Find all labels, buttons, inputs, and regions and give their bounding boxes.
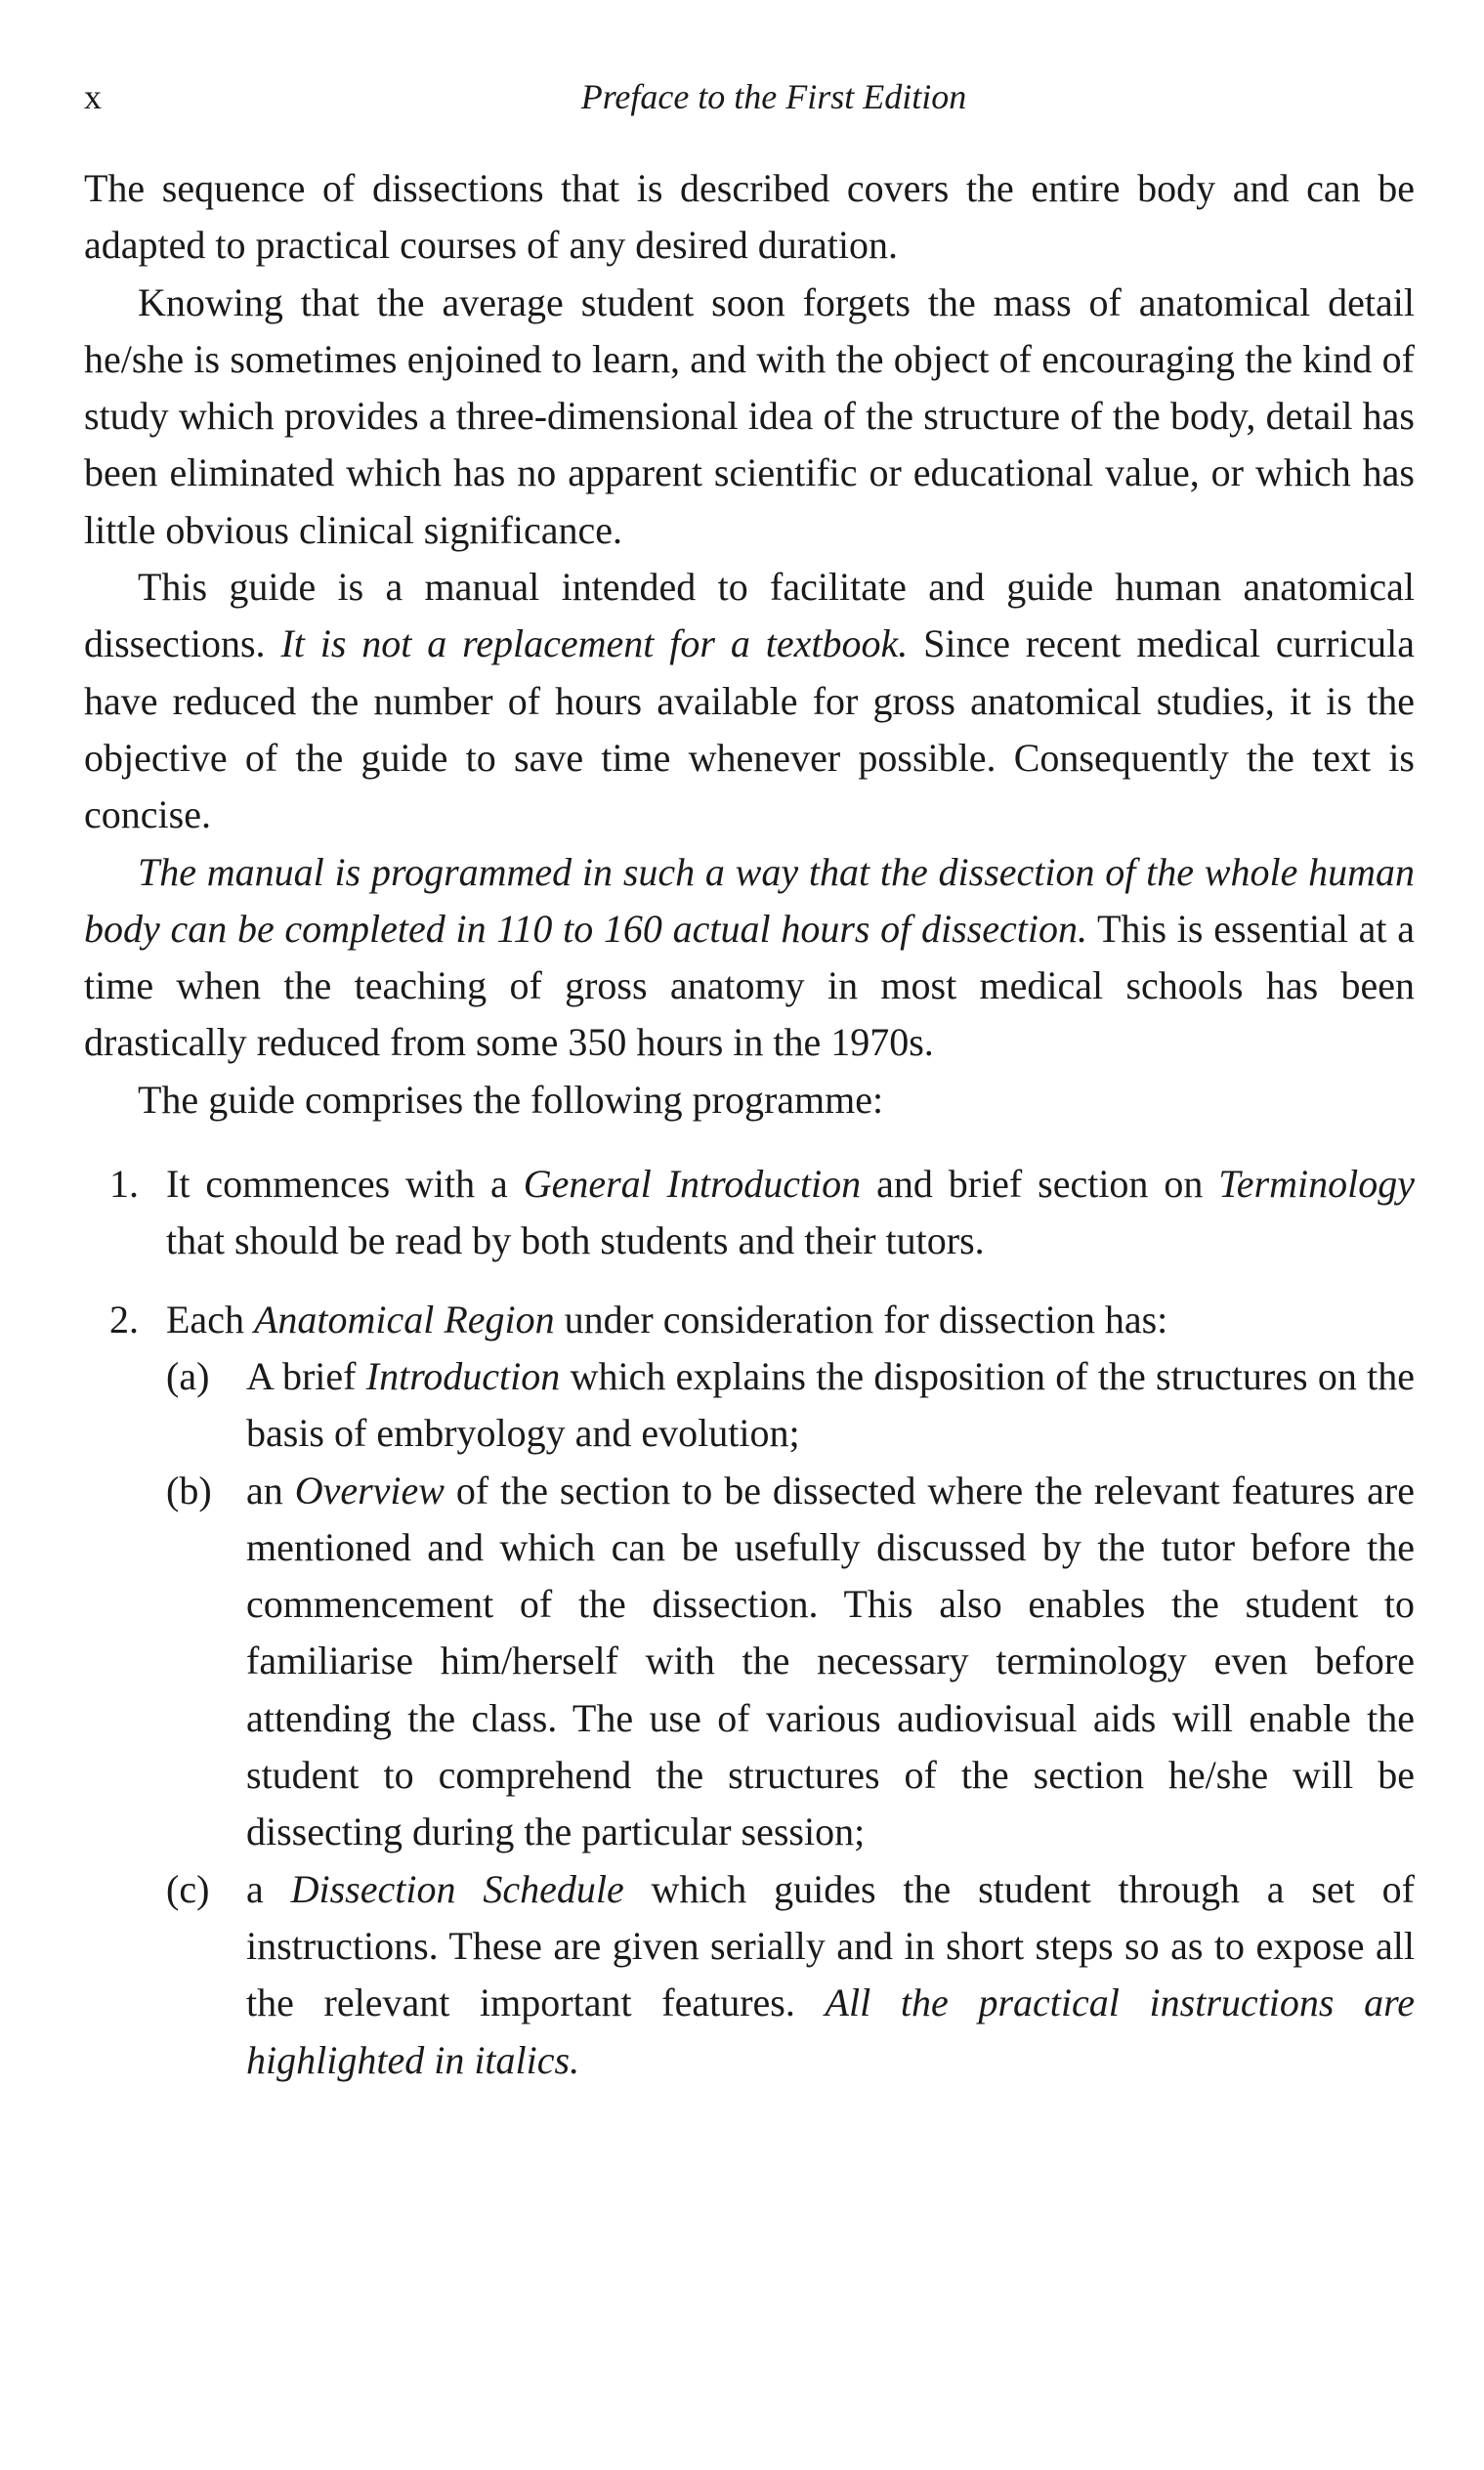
sub-item-label: (b) xyxy=(166,1468,212,1512)
list-item-2-text xyxy=(166,1292,1415,1348)
paragraph-1-text: The sequence of dissections that is described covers the entire body and can be adapted to practical courses of any desired duration. xyxy=(84,166,1415,268)
sub-item-c-t3: which guides the student through a set of instructions. These are given serially and in short steps so as to expose all the relevant important features. xyxy=(246,1866,1415,2025)
list-item-1-a: It commences with a xyxy=(166,1162,524,1207)
list-item-2-c: under consideration for dissection has: xyxy=(554,1297,1168,1341)
paragraph-3 xyxy=(84,559,1415,843)
paragraph-4-text-b: This is essential at a time when the teaching of gross anatomy in most medical schools has been drastically reduced from some 350 hours in the 1970s. xyxy=(84,906,1415,1065)
sub-item-c xyxy=(84,1861,1415,2089)
sub-item-c-t2: Dissection Schedule xyxy=(290,1866,624,1911)
list-item-1-b: General Introduction xyxy=(523,1162,862,1207)
paragraph-4 xyxy=(84,844,1415,1072)
document-page xyxy=(0,68,1484,2470)
sub-item-a-t2: Introduction xyxy=(365,1353,561,1398)
sub-list xyxy=(166,1348,1415,2089)
body-text xyxy=(84,160,1415,2089)
running-head: Preface to the First Edition xyxy=(580,77,967,116)
sub-item-c-text xyxy=(246,1861,1415,2089)
list-item-2-b: Anatomical Region xyxy=(253,1297,555,1341)
list-item-1-e: that should be read by both students and their tutors. xyxy=(166,1218,985,1263)
list-item-1-d: Terminology xyxy=(1218,1162,1415,1207)
sub-item-c-t4: All the practical instructions are highlighted in italics. xyxy=(246,1980,1415,2082)
paragraph-3-emphasis: It is not a replacement for a textbook. xyxy=(280,621,909,666)
paragraph-2-text: Knowing that the average student soon forgets the mass of anatomical detail he/she is sometimes enjoined to learn, and with the object of encouraging the kind of study which provides a three-dimensional idea of the structure of the body, detail has been eliminated which has no apparent scientific or educational value, or which has little obvious clinical significance. xyxy=(84,279,1415,552)
list-item-2-a: Each xyxy=(166,1297,254,1341)
paragraph-3-text-a: This guide is a manual intended to facilitate and guide human anatomical dissections. xyxy=(84,565,1415,666)
programme-list xyxy=(84,1156,1415,2089)
list-item-2 xyxy=(84,1292,1415,2089)
sub-item-label: (a) xyxy=(166,1353,210,1398)
sub-item-b xyxy=(84,1463,1415,1861)
list-item-number: 2. xyxy=(109,1297,139,1341)
sub-item-a-t3: which explains the disposition of the structures on the basis of embryology and evolution; xyxy=(246,1353,1415,1456)
sub-item-a-t1: A brief xyxy=(246,1353,366,1398)
paragraph-3-text-c: Since recent medical curricula have reduced the number of hours available for gross anatomical studies, it is the objective of the guide to save time whenever possible. Consequently the text is concise. xyxy=(84,621,1416,837)
paragraph-5-text: The guide comprises the following programme: xyxy=(138,1077,884,1122)
sub-item-c-t1: a xyxy=(246,1866,291,1911)
sub-item-b-text xyxy=(246,1463,1415,1861)
list-item-number: 1. xyxy=(109,1162,139,1207)
paragraph-5 xyxy=(84,1072,1415,1129)
sub-item-b-t1: an xyxy=(246,1468,295,1512)
list-item-1 xyxy=(84,1156,1415,1270)
sub-item-a-text xyxy=(246,1348,1415,1463)
list-item-1-c: and brief section on xyxy=(861,1162,1219,1207)
sub-item-a xyxy=(84,1348,1415,1463)
sub-item-label: (c) xyxy=(166,1866,210,1911)
paragraph-4-emphasis: The manual is programmed in such a way that the dissection of the whole human body can be completed in 110 to 160 actual hours of dissection. xyxy=(84,849,1415,951)
sub-item-b-t3: of the section to be dissected where the relevant features are mentioned and which can be usefully discussed by the tutor before the commencement of the dissection. This also enables the student to familiarise him/herself with the necessary terminology even before attending the class. The use of various audiovisual aids will enable the student to comprehend the structures of the section he/she will be dissecting during the particular session; xyxy=(246,1468,1415,1854)
page-number: x xyxy=(84,77,102,116)
paragraph-1 xyxy=(84,160,1415,275)
sub-item-b-t2: Overview xyxy=(294,1468,445,1512)
page-header xyxy=(84,68,1415,125)
list-item-1-text xyxy=(166,1156,1415,1270)
paragraph-2 xyxy=(84,275,1415,559)
